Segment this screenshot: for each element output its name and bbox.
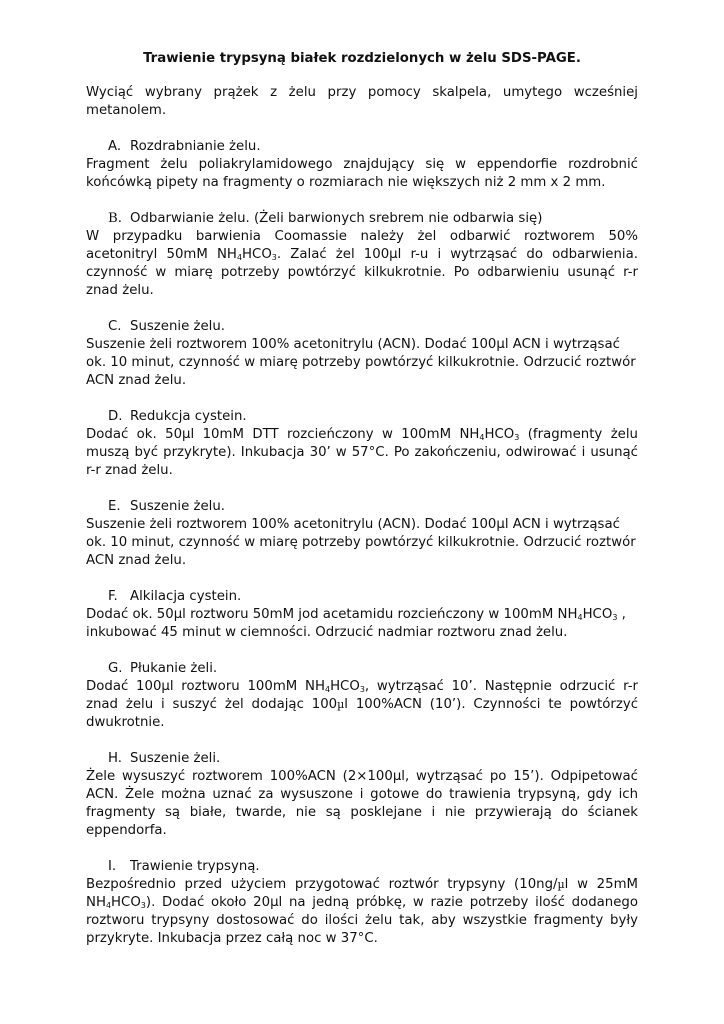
section-title: Odbarwianie żelu. (Żeli barwionych srebrem nie odbarwia się) — [130, 211, 543, 226]
section-title: Rozdrabnianie żelu. — [130, 139, 261, 154]
section-letter: A. — [108, 139, 122, 154]
body-text: ). Dodać około 20µl na jedną próbkę, w razie potrzeby ilość dodanego roztworu trypsyny dostosować do ilości żelu tak, aby wszystkie fragmenty były przykryte. Inkubacja przez całą noc w 37°C. — [86, 895, 638, 946]
section-title: Alkilacja cystein. — [130, 589, 242, 604]
body-text: Dodać 100µl roztworu 100mM NH — [86, 679, 325, 694]
section-e — [86, 498, 638, 570]
section-heading — [86, 210, 638, 228]
body-text: HCO — [242, 247, 272, 262]
subscript: 4 — [236, 253, 243, 262]
section-a — [86, 138, 638, 192]
section-letter: E. — [108, 499, 121, 514]
subscript: 3 — [514, 433, 520, 442]
section-heading — [86, 588, 638, 606]
section-body — [86, 426, 638, 480]
section-letter: C. — [108, 319, 122, 334]
body-text: HCO — [582, 607, 613, 622]
body-text: . Zalać żel 100µl r-u i wytrząsać do odbarwienia. czynność w miarę potrzeby powtórzyć kilkukrotnie. Po odbarwieniu usunąć r-r znad żelu. — [86, 247, 638, 298]
section-body: Fragment żelu poliakrylamidowego znajdujący się w eppendorfie rozdrobnić końcówką pipety na fragmenty o rozmiarach nie większych niż 2 mm x 2 mm. — [86, 157, 638, 190]
section-letter: I. — [108, 859, 117, 874]
section-body: Suszenie żeli roztworem 100% acetonitrylu (ACN). Dodać 100µl ACN i wytrząsać ok. 10 minut, czynność w miarę potrzeby powtórzyć kilkukrotnie. Odrzucić roztwór ACN znad żelu. — [86, 517, 636, 568]
section-h — [86, 750, 638, 840]
section-body: Suszenie żeli roztworem 100% acetonitrylu (ACN). Dodać 100µl ACN i wytrząsać ok. 10 minut, czynność w miarę potrzeby powtórzyć kilkukrotnie. Odrzucić roztwór ACN znad żelu. — [86, 337, 636, 388]
micro-symbol: µ — [557, 878, 565, 891]
section-title: Suszenie żelu. — [130, 319, 225, 334]
subscript: 3 — [359, 685, 365, 694]
section-letter: H. — [108, 751, 122, 766]
body-text: HCO — [330, 679, 360, 694]
section-heading — [86, 660, 638, 678]
section-i — [86, 858, 638, 948]
section-letter: G. — [108, 661, 123, 676]
section-title: Redukcja cystein. — [130, 409, 247, 424]
subscript: 3 — [271, 253, 277, 262]
body-text: (fragmenty żelu muszą być przykryte). Inkubacja 30’ w 57°C. Po zakończeniu, odwirować i usunąć r-r znad żelu. — [86, 427, 638, 478]
section-heading — [86, 318, 638, 336]
section-c — [86, 318, 638, 390]
section-heading — [86, 408, 638, 426]
subscript: 4 — [479, 433, 485, 442]
section-title: Suszenie żelu. — [130, 499, 225, 514]
body-text: HCO — [484, 427, 515, 442]
section-heading — [86, 498, 638, 516]
subscript: 4 — [577, 613, 583, 622]
section-heading — [86, 138, 638, 156]
section-f — [86, 588, 638, 642]
body-text: , wytrząsać 10’. Następnie odrzucić r-r znad żelu i suszyć żel dodając 100 — [86, 679, 638, 712]
subscript: 4 — [324, 685, 331, 694]
section-letter: B. — [108, 211, 122, 226]
section-title: Trawienie trypsyną. — [130, 859, 260, 874]
section-body — [86, 228, 638, 300]
section-title: Płukanie żeli. — [130, 661, 218, 676]
section-heading — [86, 858, 638, 876]
document-page — [86, 50, 638, 966]
subscript: 3 — [140, 901, 146, 910]
section-body: Żele wysuszyć roztworem 100%ACN (2×100µl, wytrząsać po 15’). Odpipetować ACN. Żele można uznać za wysuszone i gotowe do trawienia trypsyną, gdy ich fragmenty są białe, twarde, nie są posklejane i nie przywierają do ścianek eppendorfa. — [86, 769, 638, 838]
section-letter: D. — [108, 409, 123, 424]
section-letter: F. — [108, 589, 118, 604]
subscript: 4 — [105, 901, 112, 910]
body-text: Dodać ok. 50µl 10mM DTT rozcieńczony w 100mM NH — [86, 427, 480, 442]
section-body — [86, 678, 638, 732]
section-title: Suszenie żeli. — [130, 751, 221, 766]
intro-paragraph: Wyciąć wybrany prążek z żelu przy pomocy skalpela, umytego wcześniej metanolem. — [86, 85, 638, 118]
section-body — [86, 606, 638, 642]
body-text: W przypadku barwienia Coomassie należy żel odbarwić roztworem 50% acetonitryl 50mM NH — [86, 229, 638, 262]
section-b — [86, 210, 638, 300]
body-text: , inkubować 45 minut w ciemności. Odrzucić nadmiar roztworu znad żelu. — [86, 607, 626, 640]
body-text: l w 25mM NH — [86, 877, 638, 910]
document-title: Trawienie trypsyną białek rozdzielonych w żelu SDS-PAGE. — [143, 51, 581, 66]
section-body — [86, 876, 638, 948]
body-text: l 100%ACN (10’). Czynności te powtórzyć dwukrotnie. — [86, 697, 639, 730]
subscript: 3 — [612, 613, 618, 622]
section-heading — [86, 750, 638, 768]
body-text: Bezpośrednio przed użyciem przygotować roztwór trypsyny (10ng/ — [86, 877, 558, 892]
body-text: Dodać ok. 50µl roztworu 50mM jod acetamidu rozcieńczony w 100mM NH — [86, 607, 578, 622]
body-text: HCO — [111, 895, 141, 910]
section-d — [86, 408, 638, 480]
micro-symbol: µ — [337, 698, 345, 711]
section-g — [86, 660, 638, 732]
